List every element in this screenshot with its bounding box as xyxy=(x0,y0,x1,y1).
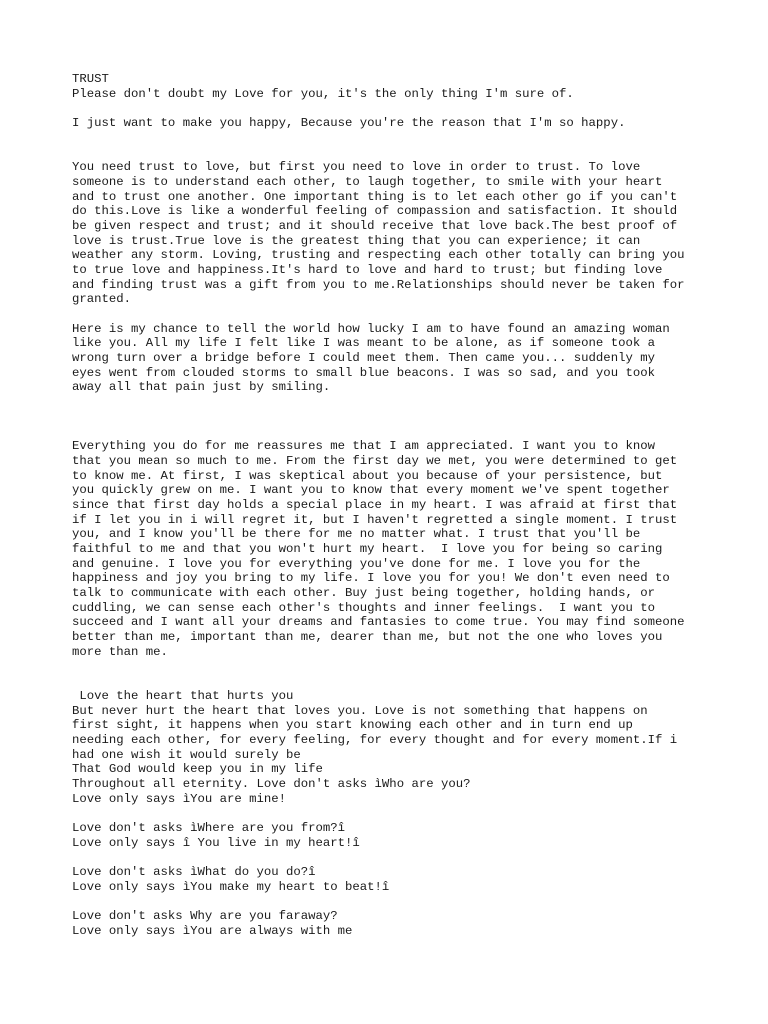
text-line: Love only says ìYou are always with me xyxy=(72,923,353,938)
text-line: Love only says ìYou are mine! xyxy=(72,791,287,806)
paragraph-lucky xyxy=(72,322,712,395)
text-line: faithful to me and that you won't hurt my heart. I love you for being so caring xyxy=(72,542,663,557)
text-line: away all that pain just by smiling. xyxy=(72,380,331,395)
text-line: to true love and happiness.It's hard to love and hard to trust; but finding love xyxy=(72,262,663,277)
text-line: and finding trust was a gift from you to me.Relationships should never be taken for xyxy=(72,277,685,292)
stanza-what-do xyxy=(72,865,712,894)
text-line: had one wish it would surely be xyxy=(72,747,301,762)
text-line: and genuine. I love you for everything you've done for me. I love you for the xyxy=(72,556,641,571)
document-page xyxy=(72,72,712,939)
text-line: You need trust to love, but first you need to love in order to trust. To love xyxy=(72,160,641,175)
text-line: That God would keep you in my life xyxy=(72,762,323,777)
text-line: talk to communicate with each other. Buy just being together, holding hands, or xyxy=(72,586,655,601)
text-line: if I let you in i will regret it, but I haven't regretted a single moment. I trust xyxy=(72,512,678,527)
text-line: Throughout all eternity. Love don't asks ìWho are you? xyxy=(72,777,471,792)
paragraph-love-heart xyxy=(72,689,712,807)
text-line: weather any storm. Loving, trusting and respecting each other totally can bring you xyxy=(72,248,685,263)
text-line: better than me, important than me, dearer than me, but not the one who loves you xyxy=(72,630,663,645)
text-line: granted. xyxy=(72,292,132,307)
text-line: to know me. At first, I was skeptical about you because of your persistence, but xyxy=(72,468,663,483)
text-line: Love the heart that hurts you xyxy=(72,688,294,703)
text-line: that you mean so much to me. From the first day we met, you were determined to get xyxy=(72,453,678,468)
text-line: and to trust one another. One important thing is to let each other go if you can't xyxy=(72,189,678,204)
text-line: someone is to understand each other, to laugh together, to smile with your heart xyxy=(72,174,663,189)
text-line: do this.Love is like a wonderful feeling of compassion and satisfaction. It should xyxy=(72,204,678,219)
text-line: Everything you do for me reassures me that I am appreciated. I want you to know xyxy=(72,439,655,454)
text-line: more than me. xyxy=(72,644,168,659)
text-line: happiness and joy you bring to my life. I love you for you! We don't even need to xyxy=(72,571,670,586)
text-line: you quickly grew on me. I want you to know that every moment we've spent together xyxy=(72,483,670,498)
text-line: eyes went from clouded storms to small blue beacons. I was so sad, and you took xyxy=(72,365,655,380)
text-line: Love don't asks Why are you faraway? xyxy=(72,909,338,924)
text-line: wrong turn over a bridge before I could meet them. Then came you... suddenly my xyxy=(72,351,655,366)
text-line: needing each other, for every feeling, for every thought and for every moment.If i xyxy=(72,733,678,747)
text-line: Love only says î You live in my heart!î xyxy=(72,835,360,850)
paragraph-trust-definition xyxy=(72,160,712,307)
paragraph-appreciation xyxy=(72,439,712,659)
text-line: first sight, it happens when you start knowing each other and in turn end up xyxy=(72,718,633,733)
text-line: Love don't asks ìWhat do you do?î xyxy=(72,865,316,880)
stanza-where-from xyxy=(72,821,712,850)
text-line: Love don't asks ìWhere are you from?î xyxy=(72,821,346,836)
text-line: Love only says ìYou make my heart to beat!î xyxy=(72,879,390,894)
document-title: TRUST xyxy=(72,72,109,86)
text-line: like you. All my life I felt like I was meant to be alone, as if someone took a xyxy=(72,336,655,351)
text-line: you, and I know you'll be there for me no matter what. I trust that you'll be xyxy=(72,527,641,542)
text-line: Here is my chance to tell the world how lucky I am to have found an amazing woman xyxy=(72,321,670,336)
text-line: cuddling, we can sense each other's thoughts and inner feelings. I want you to xyxy=(72,600,655,615)
text-line: But never hurt the heart that loves you. Love is not something that happens on xyxy=(72,703,648,718)
intro-line: Please don't doubt my Love for you, it's the only thing I'm sure of. xyxy=(72,86,574,101)
intro-line: I just want to make you happy, Because you're the reason that I'm so happy. xyxy=(72,116,626,131)
text-line: succeed and I want all your dreams and fantasies to come true. You may find someone xyxy=(72,615,685,630)
stanza-faraway xyxy=(72,909,712,938)
text-line: be given respect and trust; and it should receive that love back.The best proof of xyxy=(72,218,678,233)
text-line: love is trust.True love is the greatest thing that you can experience; it can xyxy=(72,233,641,248)
text-line: since that first day holds a special place in my heart. I was afraid at first that xyxy=(72,497,678,512)
